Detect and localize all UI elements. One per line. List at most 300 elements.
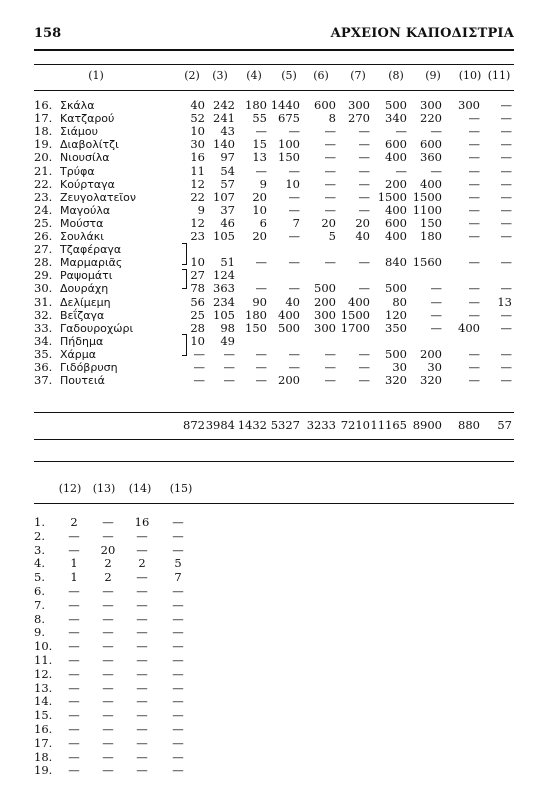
table-cell: — [255, 163, 267, 178]
column-header-13: (13) [92, 482, 116, 495]
row-number: 36. [34, 360, 53, 374]
table-cell: — [255, 124, 267, 139]
table-cell: — [430, 320, 442, 335]
table2-top-rule [34, 461, 514, 462]
table-cell: — [468, 202, 480, 217]
table-cell: — [172, 680, 184, 695]
table-cell: 43 [220, 124, 235, 139]
total-cell: 5327 [270, 418, 300, 432]
table-cell: — [68, 680, 80, 695]
table-cell: — [102, 597, 114, 612]
row-number: 19. [34, 763, 53, 778]
place-name: Δουράχη [60, 282, 109, 296]
table-row [34, 151, 514, 164]
table-cell: — [172, 749, 184, 764]
table-cell: — [324, 163, 336, 178]
total-cell: 3233 [306, 418, 336, 432]
table-cell: — [102, 625, 114, 640]
table-cell: 46 [220, 215, 235, 230]
table-cell: 320 [420, 373, 442, 388]
table-cell: 400 [278, 307, 300, 322]
place-name: Διαβολίτζι [60, 138, 119, 152]
table-row [34, 99, 514, 112]
table-cell: — [468, 189, 480, 204]
table-cell: 400 [348, 294, 370, 309]
table1-totals-row [34, 418, 514, 432]
table-cell: — [172, 694, 184, 709]
column-header-2: (2) [184, 69, 200, 82]
table-cell: — [68, 694, 80, 709]
table-cell: 400 [385, 150, 407, 165]
place-name: Κατζαρού [60, 112, 115, 126]
table-cell: — [468, 255, 480, 270]
table-cell: — [172, 666, 184, 681]
table-cell: 150 [278, 150, 300, 165]
table-cell: 600 [314, 98, 336, 112]
row-number: 14. [34, 694, 53, 709]
table-cell: — [136, 639, 148, 654]
table-cell: 150 [245, 320, 267, 335]
table-cell: — [468, 150, 480, 165]
table-cell: — [172, 584, 184, 598]
table-row [34, 204, 514, 217]
table-cell: — [288, 229, 300, 243]
table-cell: 2 [104, 570, 112, 585]
table-cell: — [500, 229, 512, 243]
table-cell: 675 [278, 111, 300, 126]
row-number: 26. [34, 229, 53, 243]
table-cell: — [500, 281, 512, 296]
total-cell: 880 [458, 418, 480, 432]
column-header-7: (7) [350, 69, 366, 82]
table-cell: — [500, 189, 512, 204]
total-cell: 3984 [205, 418, 235, 432]
table-row [34, 138, 514, 151]
table-cell: 300 [420, 98, 442, 112]
page-number: 158 [34, 26, 62, 41]
column-header-1: (1) [88, 69, 104, 82]
table-cell: — [324, 202, 336, 217]
table-cell: — [395, 163, 407, 178]
table-cell: 20 [252, 229, 267, 243]
table-cell: — [324, 137, 336, 152]
table-cell: 5 [328, 229, 336, 243]
row-number: 9. [34, 625, 45, 640]
table-cell: — [102, 611, 114, 626]
table-cell: 1500 [377, 189, 407, 204]
table-row [34, 763, 234, 777]
table-cell: 180 [245, 307, 267, 322]
table-cell: — [102, 666, 114, 681]
table-cell: — [288, 346, 300, 361]
table-cell: — [172, 611, 184, 626]
table-row [34, 322, 514, 335]
table-cell: — [102, 639, 114, 654]
table-cell: — [172, 625, 184, 640]
table-cell: 200 [314, 294, 336, 309]
table-cell: 1100 [412, 202, 442, 217]
table-cell: 25 [190, 307, 205, 322]
total-cell: 8900 [412, 418, 442, 432]
table-cell: 55 [252, 111, 267, 126]
place-name: Σιάμου [60, 125, 99, 139]
table-cell: — [172, 639, 184, 654]
table-cell: 200 [278, 373, 300, 388]
row-number: 4. [34, 556, 45, 571]
table-cell: — [68, 528, 80, 543]
table-cell: — [172, 515, 184, 529]
table-cell: — [358, 124, 370, 139]
table-cell: — [430, 124, 442, 139]
table-cell: — [500, 346, 512, 361]
table-cell: 1500 [340, 307, 370, 322]
table-cell: 78 [190, 281, 205, 296]
column-header-6: (6) [313, 69, 329, 82]
column-header-15: (15) [169, 482, 193, 495]
table-cell: — [468, 346, 480, 361]
table-cell: 20 [355, 215, 370, 230]
table-cell: — [324, 189, 336, 204]
row-number: 12. [34, 666, 53, 681]
table-row [34, 625, 234, 639]
table-cell: 80 [392, 294, 407, 309]
row-number: 27. [34, 242, 53, 257]
table-cell: — [136, 694, 148, 709]
table-cell: — [68, 666, 80, 681]
table-cell: 105 [213, 307, 235, 322]
row-number: 15. [34, 708, 53, 723]
table-cell: — [324, 255, 336, 270]
table-cell: — [102, 749, 114, 764]
table-cell: — [468, 176, 480, 191]
row-number: 37. [34, 373, 53, 388]
table-cell: — [68, 653, 80, 667]
table-cell: 2 [138, 556, 146, 571]
table-cell: 8 [328, 111, 336, 126]
table-row [34, 556, 234, 570]
table-row [34, 112, 514, 125]
table-cell: — [193, 360, 205, 374]
table-cell: — [468, 124, 480, 139]
table-row [34, 191, 514, 204]
table-cell: 54 [220, 163, 235, 178]
table-cell: 16 [134, 515, 150, 529]
table2-header-rule [34, 503, 514, 504]
table-cell: — [136, 749, 148, 764]
row-number: 32. [34, 307, 53, 322]
column-header-8: (8) [388, 69, 404, 82]
table-cell: — [358, 255, 370, 270]
row-number: 17. [34, 735, 53, 750]
table-cell: — [136, 597, 148, 612]
row-number: 6. [34, 584, 45, 598]
table-cell: — [358, 189, 370, 204]
table-cell: 9 [259, 176, 267, 191]
table-cell: — [172, 528, 184, 543]
table-cell: — [255, 281, 267, 296]
table-cell: 1700 [340, 320, 370, 335]
table-cell: 49 [220, 333, 235, 348]
table-cell: 840 [385, 255, 407, 270]
table1-header-rule [34, 90, 514, 91]
row-number: 18. [34, 749, 53, 764]
table-cell: — [255, 346, 267, 361]
table-cell: — [68, 639, 80, 654]
row-number: 3. [34, 542, 45, 557]
total-cell: 11165 [370, 418, 407, 432]
table-cell: 360 [420, 150, 442, 165]
table-cell: 10 [285, 176, 300, 191]
table-row [34, 348, 514, 361]
table-cell: — [102, 680, 114, 695]
table-cell: 51 [220, 255, 235, 270]
table-cell: 10 [190, 124, 205, 139]
table-cell: — [358, 346, 370, 361]
table-cell: 11 [190, 163, 205, 178]
table-cell: 57 [220, 176, 235, 191]
table-cell: 140 [213, 137, 235, 152]
table-cell: — [500, 320, 512, 335]
table-cell: 1440 [270, 98, 300, 112]
table-cell: 30 [427, 360, 442, 374]
table-cell: 500 [385, 346, 407, 361]
table-cell: — [68, 625, 80, 640]
row-number: 25. [34, 215, 53, 230]
table-cell: — [172, 735, 184, 750]
totals-bottom-rule [34, 439, 514, 440]
table-cell: — [102, 515, 114, 529]
row-number: 30. [34, 281, 53, 296]
table-cell: — [136, 653, 148, 667]
table-cell: — [288, 360, 300, 374]
table-cell: — [468, 373, 480, 388]
row-number: 16. [34, 98, 53, 112]
table2-column-headers [34, 482, 234, 496]
table-cell: — [500, 373, 512, 388]
table-cell: 220 [420, 111, 442, 126]
place-name: Βεΐζαγα [60, 308, 105, 322]
table-cell: — [172, 708, 184, 723]
table-cell: 90 [252, 294, 267, 309]
table-row [34, 612, 234, 626]
table-cell: 124 [213, 268, 235, 283]
table1-column-headers [34, 69, 514, 83]
table-cell: — [255, 255, 267, 270]
table-cell: 12 [190, 176, 205, 191]
table-cell: — [102, 708, 114, 723]
row-number: 11. [34, 653, 53, 667]
table-cell: 12 [190, 215, 205, 230]
table-cell: — [172, 763, 184, 778]
table-cell: 97 [220, 150, 235, 165]
table-cell: 300 [348, 98, 370, 112]
table-cell: 13 [497, 294, 512, 309]
table-cell: — [68, 763, 80, 778]
table-cell: — [193, 373, 205, 388]
table-cell: 234 [213, 294, 235, 309]
table-cell: — [358, 176, 370, 191]
place-name: Ραψομάτι [60, 269, 113, 283]
table-cell: — [136, 570, 148, 585]
table-row [34, 750, 234, 764]
place-name: Νιουσίλα [60, 151, 110, 165]
total-cell: 1432 [237, 418, 267, 432]
table-row [34, 165, 514, 178]
row-number: 29. [34, 268, 53, 283]
table-cell: — [500, 124, 512, 139]
table-cell: — [68, 708, 80, 723]
place-name: Δελίμεμη [60, 295, 111, 309]
table-cell: — [324, 346, 336, 361]
table-cell: — [395, 124, 407, 139]
table-row [34, 230, 514, 243]
place-name: Γαδουροχώρι [60, 321, 134, 335]
table-cell: — [136, 584, 148, 598]
row-number: 17. [34, 111, 53, 126]
table-row [34, 361, 514, 374]
table-cell: 2 [104, 556, 112, 571]
table-cell: 2 [70, 515, 78, 529]
table-cell: 30 [392, 360, 407, 374]
table-cell: — [358, 360, 370, 374]
table-row [34, 217, 514, 230]
table-cell: 340 [385, 111, 407, 126]
table-cell: — [102, 722, 114, 736]
table-cell: 7 [292, 215, 300, 230]
table-cell: — [324, 124, 336, 139]
table-cell: 9 [197, 202, 205, 217]
table-row [34, 335, 514, 348]
place-name: Ζευγολατεῖον [60, 190, 137, 204]
table-cell: — [324, 360, 336, 374]
table-cell: — [136, 611, 148, 626]
table-cell: 270 [348, 111, 370, 126]
table-cell: — [430, 163, 442, 178]
column-header-14: (14) [128, 482, 152, 495]
table-cell: — [223, 346, 235, 361]
table-row [34, 296, 514, 309]
row-number: 18. [34, 124, 53, 139]
column-header-10: (10) [458, 69, 482, 82]
table-cell: — [500, 176, 512, 191]
table-cell: 40 [285, 294, 300, 309]
table-row [34, 529, 234, 543]
table-row [34, 722, 234, 736]
table-cell: 105 [213, 229, 235, 243]
table-cell: 600 [385, 137, 407, 152]
table-cell: — [358, 137, 370, 152]
table-cell: — [468, 215, 480, 230]
table-cell: 1 [70, 556, 78, 571]
place-name: Πουτειά [60, 374, 105, 388]
row-number: 22. [34, 176, 53, 191]
table-cell: — [324, 373, 336, 388]
table-cell: — [500, 137, 512, 152]
table-cell: — [136, 542, 148, 557]
row-number: 28. [34, 255, 53, 270]
row-number: 1. [34, 515, 45, 529]
table-cell: — [68, 749, 80, 764]
table-cell: — [172, 542, 184, 557]
table-cell: 28 [190, 320, 205, 335]
table-cell: — [255, 360, 267, 374]
column-header-11: (11) [487, 69, 511, 82]
row-number: 16. [34, 722, 53, 736]
table-row [34, 598, 234, 612]
place-name: Τζαφέραγα [60, 243, 122, 257]
table-cell: 22 [190, 189, 205, 204]
table-cell: 320 [385, 373, 407, 388]
table-cell: 56 [190, 294, 205, 309]
table-row [34, 543, 234, 557]
table-cell: — [136, 735, 148, 750]
table-cell: — [288, 124, 300, 139]
table1-top-rule [34, 64, 514, 65]
table-cell: — [68, 735, 80, 750]
row-number: 35. [34, 346, 53, 361]
running-title: ΑΡΧΕΙΟΝ ΚΑΠΟΔΙΣΤΡΙΑ [330, 26, 514, 41]
column-header-9: (9) [425, 69, 441, 82]
table-row [34, 256, 514, 269]
table-cell: 30 [190, 137, 205, 152]
row-number: 24. [34, 202, 53, 217]
table-cell: — [136, 666, 148, 681]
table-cell: — [68, 611, 80, 626]
place-name: Κούρταγα [60, 177, 115, 191]
table-cell: 1500 [412, 189, 442, 204]
table-row [34, 681, 234, 695]
table-cell: — [172, 722, 184, 736]
place-name: Γιδόβρυση [60, 361, 118, 374]
row-number: 10. [34, 639, 53, 654]
table-cell: — [500, 111, 512, 126]
table-cell: 7 [174, 570, 182, 585]
table-cell: 600 [420, 137, 442, 152]
table-cell: — [102, 763, 114, 778]
table-row [34, 570, 234, 584]
table-cell: — [102, 584, 114, 598]
table-cell: — [430, 294, 442, 309]
table-cell: 23 [190, 229, 205, 243]
table-cell: — [468, 307, 480, 322]
table-cell: 10 [252, 202, 267, 217]
table-cell: 242 [213, 98, 235, 112]
table-cell: — [358, 163, 370, 178]
table-cell: 6 [259, 215, 267, 230]
table-row [34, 515, 234, 529]
table-cell: — [430, 307, 442, 322]
row-number: 7. [34, 597, 45, 612]
table-cell: — [500, 98, 512, 112]
table-cell: — [68, 542, 80, 557]
place-name: Σκάλα [60, 99, 95, 112]
table-cell: 1560 [412, 255, 442, 270]
row-number: 21. [34, 163, 53, 178]
table-cell: 150 [420, 215, 442, 230]
table-cell: 52 [190, 111, 205, 126]
table-cell: 500 [385, 98, 407, 112]
table-cell: — [136, 528, 148, 543]
table-cell: — [68, 584, 80, 598]
table-cell: 400 [420, 176, 442, 191]
column-header-4: (4) [246, 69, 262, 82]
table-cell: 241 [213, 111, 235, 126]
table-cell: 16 [190, 150, 205, 165]
table-cell: — [288, 255, 300, 270]
table-cell: — [68, 597, 80, 612]
table-cell: 20 [100, 542, 116, 557]
column-header-5: (5) [281, 69, 297, 82]
